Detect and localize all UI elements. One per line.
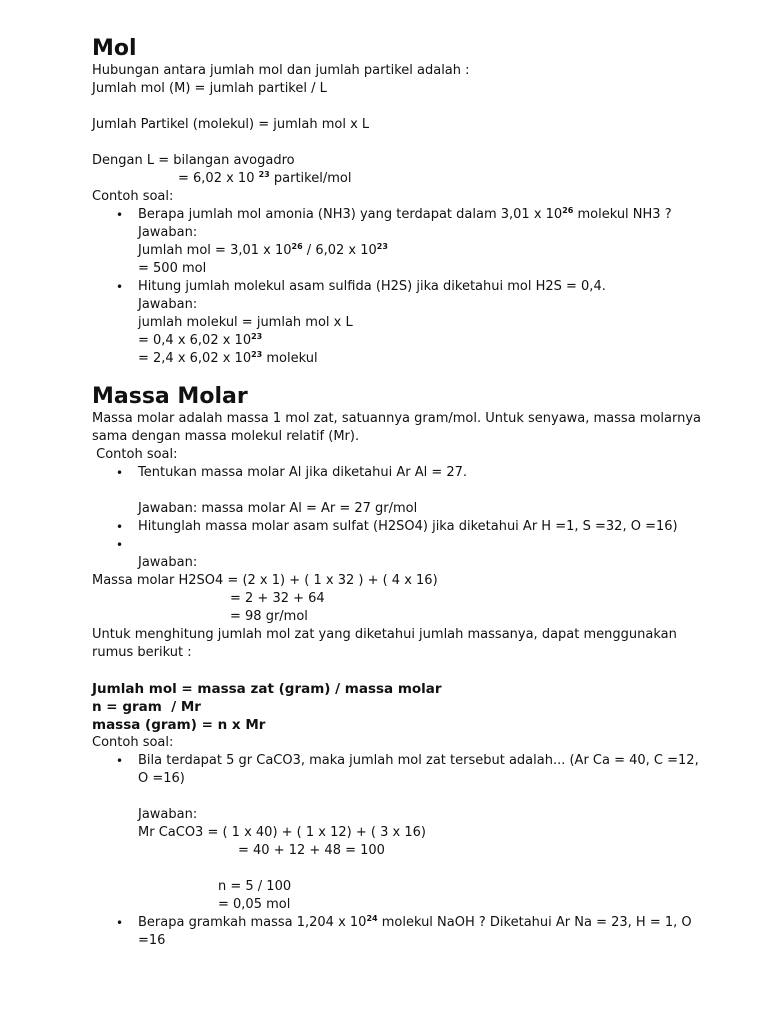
mol-a2-l2-a: = 0,4 x 6,02 x 10 [138, 333, 252, 348]
massa-calc-1: Massa molar H2SO4 = (2 x 1) + ( 1 x 32 ) + ( 4 x 16) [92, 573, 438, 588]
massa-calc-2: = 2 + 32 + 64 [230, 591, 325, 606]
massa-q4 [138, 914, 712, 950]
massa-a3-line2: = 40 + 12 + 48 = 100 [238, 843, 385, 858]
formula-jumlah-mol: Jumlah mol = massa zat (gram) / massa molar [92, 681, 442, 697]
document-page [92, 36, 712, 950]
avogadro-value-a: = 6,02 x 10 [178, 171, 259, 186]
massa-a1: Jawaban: massa molar Al = Ar = 27 gr/mol [138, 501, 418, 516]
massa-a3-label: Jawaban: [138, 807, 198, 822]
massa-hint: Untuk menghitung jumlah mol zat yang diketahui jumlah massanya, dapat menggunakan rumus berikut : [92, 627, 677, 660]
formula-massa: massa (gram) = n x Mr [92, 717, 266, 733]
massa-q4-exp: 24 [366, 914, 378, 923]
mol-contoh-soal: Contoh soal: [92, 189, 174, 204]
massa-contoh-soal-2: Contoh soal: [92, 735, 174, 750]
mol-intro-1: Hubungan antara jumlah mol dan jumlah partikel adalah : [92, 63, 470, 78]
massa-q1: • Tentukan massa molar Al jika diketahui Ar Al = 27. [138, 465, 468, 480]
mol-q1-exp: 26 [562, 206, 574, 215]
mol-a1-line1 [138, 242, 712, 260]
avogadro-exp: 23 [258, 170, 270, 179]
mol-a2-label: Jawaban: [138, 297, 198, 312]
massa-examples-list [92, 464, 712, 572]
list-item [138, 752, 712, 914]
mol-intro-2: Jumlah mol (M) = jumlah partikel / L [92, 81, 327, 96]
massa-q4-a: Berapa gramkah massa 1,204 x 10 [138, 915, 367, 930]
mol-a1-line2: = 500 mol [138, 261, 207, 276]
list-item [138, 914, 712, 950]
massa-a2-label: • Jawaban: [138, 555, 198, 570]
massa-q3: • Bila terdapat 5 gr CaCO3, maka jumlah mol zat tersebut adalah... (Ar Ca = 40, C =12, O =16) [138, 753, 699, 786]
mol-q1-b: molekul NH3 ? [573, 207, 672, 222]
massa-a3-line4: = 0,05 mol [218, 897, 291, 912]
mol-a2-l3-a: = 2,4 x 6,02 x 10 [138, 351, 252, 366]
massa-q2: • Hitunglah massa molar asam sulfat (H2SO4) jika diketahui Ar H =1, S =32, O =16) [138, 519, 678, 534]
mol-a2-line2 [138, 332, 712, 350]
avogadro-value-b: partikel/mol [269, 171, 352, 186]
mol-formula-2: Jumlah Partikel (molekul) = jumlah mol x L [92, 117, 370, 132]
massa-examples-list-2 [92, 752, 712, 950]
mol-examples-list [92, 206, 712, 368]
list-item [138, 464, 712, 518]
list-item [138, 536, 712, 572]
mol-a2-l2-exp: 23 [251, 332, 263, 341]
mol-a2-line1: jumlah molekul = jumlah mol x L [138, 315, 353, 330]
section-title-massa-molar: Massa Molar [92, 384, 248, 409]
mol-a2-l3-exp: 23 [251, 350, 263, 359]
massa-contoh-soal: Contoh soal: [92, 447, 178, 462]
avogadro-line: Dengan L = bilangan avogadro [92, 153, 295, 168]
list-item [138, 206, 712, 278]
avogadro-value [92, 170, 712, 188]
massa-a3-line3: n = 5 / 100 [218, 879, 292, 894]
mol-a1-l1-a: Jumlah mol = 3,01 x 10 [138, 243, 292, 258]
list-item [138, 278, 712, 368]
mol-q1 [138, 206, 712, 224]
mol-a2-l3-b: molekul [262, 351, 318, 366]
mol-a1-exp1: 26 [291, 242, 303, 251]
mol-a1-label: Jawaban: [138, 225, 198, 240]
massa-description: Massa molar adalah massa 1 mol zat, satuannya gram/mol. Untuk senyawa, massa molarnya sama dengan massa molekul relatif (Mr). [92, 411, 702, 444]
mol-a1-exp2: 23 [376, 242, 388, 251]
mol-a2-line3 [138, 350, 712, 368]
massa-calc-3: = 98 gr/mol [230, 609, 308, 624]
mol-q2: • Hitung jumlah molekul asam sulfida (H2S) jika diketahui mol H2S = 0,4. [138, 279, 606, 294]
mol-a1-l1-b: / 6,02 x 10 [302, 243, 377, 258]
mol-q1-a: Berapa jumlah mol amonia (NH3) yang terdapat dalam 3,01 x 10 [138, 207, 563, 222]
massa-q4-b: molekul NaOH ? Diketahui Ar Na = 23, H = 1, O =16 [138, 915, 692, 948]
massa-a3-line1: Mr CaCO3 = ( 1 x 40) + ( 1 x 12) + ( 3 x 16) [138, 825, 426, 840]
list-item [138, 518, 712, 536]
formula-n: n = gram / Mr [92, 699, 201, 715]
section-title-mol: Mol [92, 36, 137, 61]
